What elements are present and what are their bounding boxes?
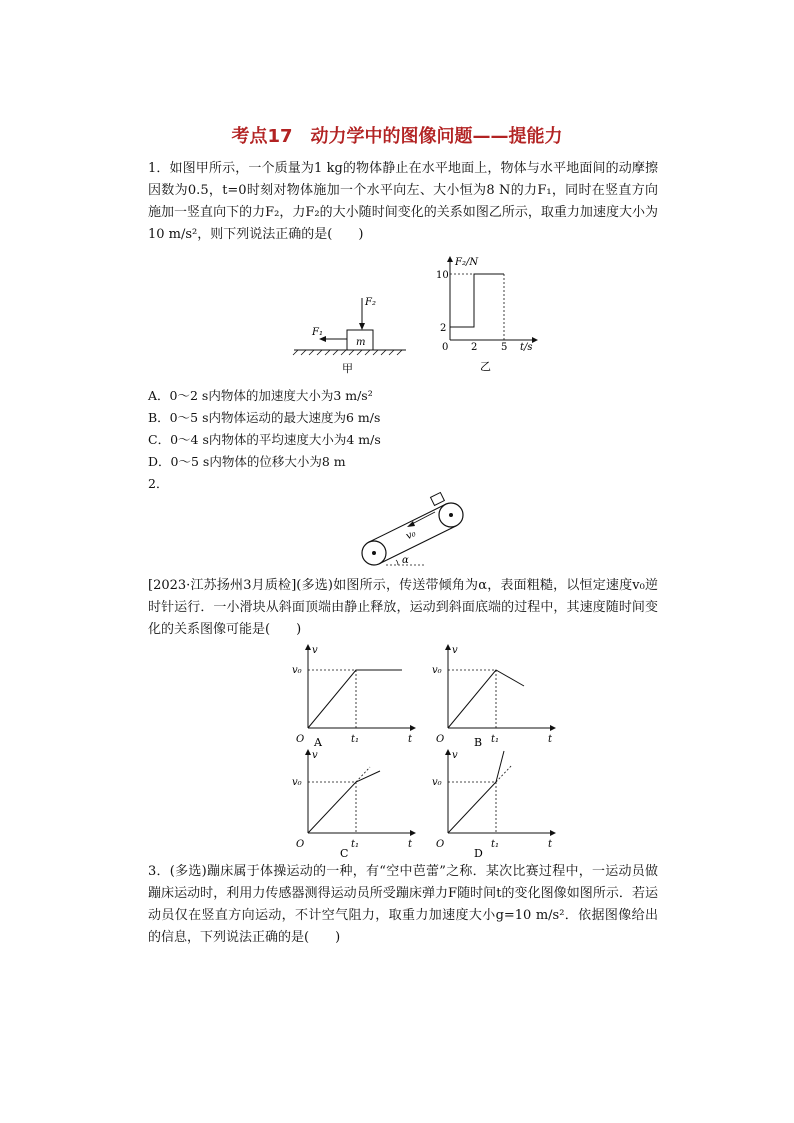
axis-t: t xyxy=(548,839,553,850)
graph-b-label: B xyxy=(474,736,483,749)
t1-tick: t₁ xyxy=(351,839,360,850)
graph-b xyxy=(428,640,560,752)
axis-v: v xyxy=(452,645,458,656)
axis-v: v xyxy=(312,645,318,656)
question-2-number: 2． xyxy=(148,476,169,491)
option-d: D．0～5 s内物体的位移大小为8 m xyxy=(148,454,346,469)
t1-tick: t₁ xyxy=(491,839,500,850)
v0-tick: v₀ xyxy=(432,777,442,788)
v0-tick: v₀ xyxy=(432,665,442,676)
graph-d-label: D xyxy=(474,847,483,860)
yi-origin: 0 xyxy=(442,342,449,353)
block-label: m xyxy=(356,337,366,348)
graph-a-label: A xyxy=(314,736,322,749)
t1-tick: t₁ xyxy=(491,734,500,745)
axis-v: v xyxy=(312,750,318,761)
axis-t: t xyxy=(408,839,413,850)
graph-a xyxy=(288,640,420,752)
yi-x5: 5 xyxy=(501,342,508,353)
conveyor-belt-figure xyxy=(350,490,470,570)
graph-d xyxy=(428,745,560,863)
axis-t: t xyxy=(408,734,413,745)
f2-label: F₂ xyxy=(365,297,376,308)
figure-yi-caption: 乙 xyxy=(480,360,491,373)
page-title: 考点17 动力学中的图像问题——提能力 xyxy=(231,126,563,147)
figure-jia xyxy=(288,292,410,376)
t1-tick: t₁ xyxy=(351,734,360,745)
figure-yi xyxy=(428,252,540,374)
origin: O xyxy=(296,734,305,745)
v0-label: v₀ xyxy=(404,528,418,543)
question-1-text: 1．如图甲所示，一个质量为1 kg的物体静止在水平地面上，物体与水平地面间的动摩擦因数为0.5，t=0时刻对物体施加一个水平向左、大小恒为8 N的力F₁，同时在竖直方向施加一竖直向下的力F₂，力F₂的大小随时间变化的关系如图乙所示，取重力加速度大小为10 m/s²，则下列说法正确的是( ) xyxy=(148,161,658,242)
option-c: C．0～4 s内物体的平均速度大小为4 m/s xyxy=(148,432,381,447)
graph-c xyxy=(288,745,420,863)
axis-v: v xyxy=(452,750,458,761)
origin: O xyxy=(436,839,445,850)
question-3-text: 3．(多选)蹦床属于体操运动的一种，有“空中芭蕾”之称．某次比赛过程中，一运动员做蹦床运动时，利用力传感器测得运动员所受蹦床弹力F随时间t的变化图像如图所示．若运动员仅在竖直方向运动，不计空气阻力，取重力加速度大小g=10 m/s²．依据图像给出的信息，下列说法正确的是( ) xyxy=(148,864,658,945)
yi-y10: 10 xyxy=(436,270,449,281)
alpha-label: α xyxy=(402,555,409,566)
v0-tick: v₀ xyxy=(292,665,302,676)
figure-jia-caption: 甲 xyxy=(342,362,353,375)
graph-c-label: C xyxy=(340,847,349,860)
yi-xlabel: t/s xyxy=(520,342,533,353)
yi-ylabel: F₂/N xyxy=(455,257,479,268)
option-a: A．0～2 s内物体的加速度大小为3 m/s² xyxy=(148,388,373,403)
v0-tick: v₀ xyxy=(292,777,302,788)
yi-x2: 2 xyxy=(471,342,478,353)
origin: O xyxy=(296,839,305,850)
yi-y2: 2 xyxy=(440,323,447,334)
f1-label: F₁ xyxy=(312,327,323,338)
origin: O xyxy=(436,734,445,745)
question-2-text: [2023·江苏扬州3月质检](多选)如图所示，传送带倾角为α，表面粗糙，以恒定速度v₀逆时针运行．一小滑块从斜面顶端由静止释放，运动到斜面底端的过程中，其速度随时间变化的关系图像可能是( ) xyxy=(148,578,658,637)
option-b: B．0～5 s内物体运动的最大速度为6 m/s xyxy=(148,410,381,425)
axis-t: t xyxy=(548,734,553,745)
